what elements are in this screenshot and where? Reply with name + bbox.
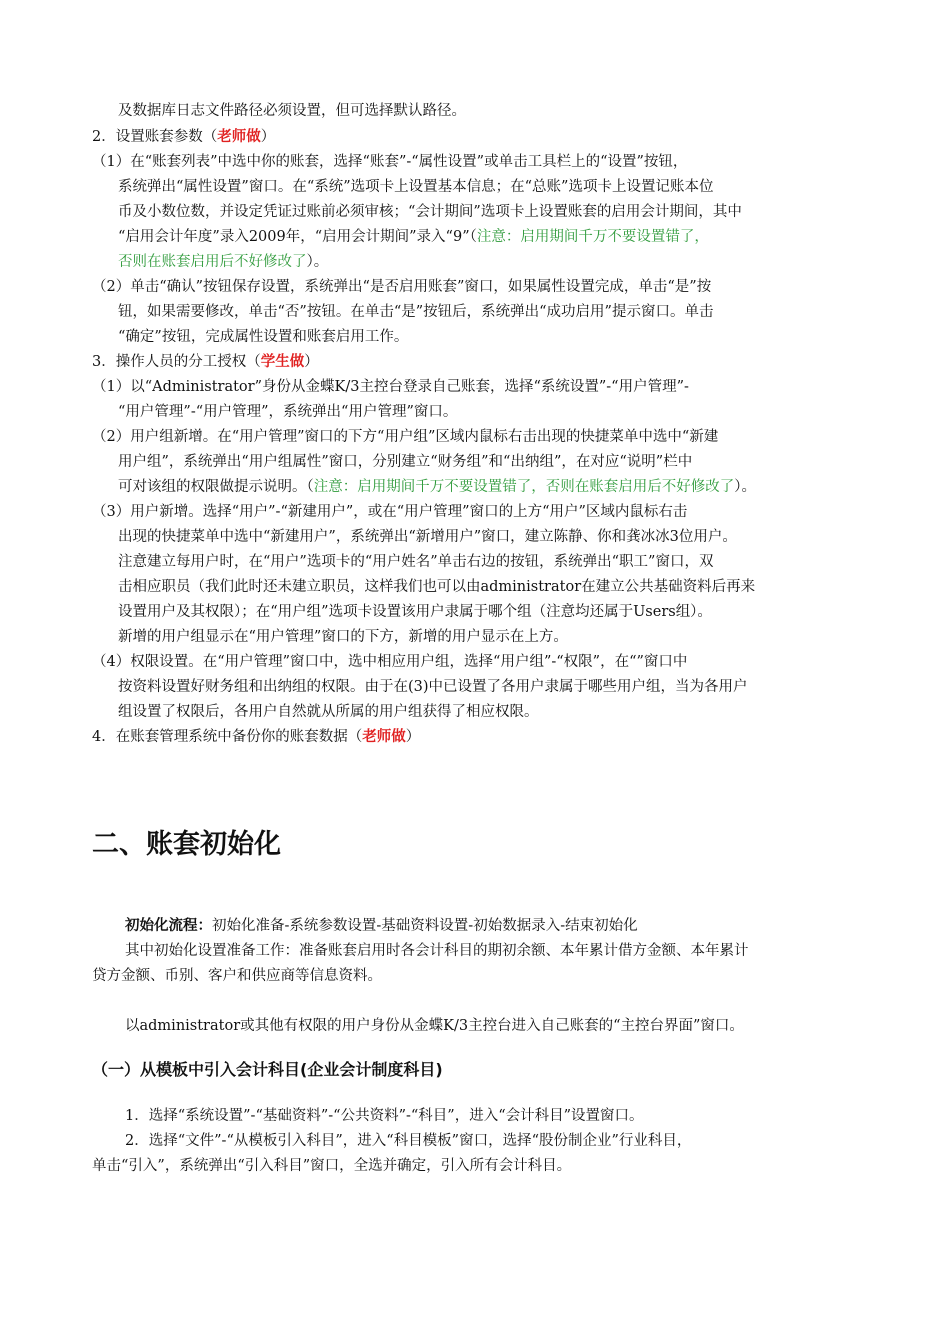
text-line: （2）用户组新增。在“用户管理”窗口的下方“用户组”区域内鼠标右击出现的快捷菜单中选中“新建 <box>92 429 719 445</box>
text-line: 击相应职员（我们此时还未建立职员，这样我们也可以由administrator在建立公共基础资料后再来 <box>118 579 756 595</box>
step-1: 1．选择“系统设置”-“基础资料”-“公共资料”-“科目”，进入“会计科目”设置窗口。 <box>125 1108 644 1124</box>
list-item-4 <box>92 727 420 747</box>
item-text: ） <box>260 129 276 145</box>
item-text: 2．设置账套参数（ <box>92 129 218 145</box>
text-line: 钮，如果需要修改，单击“否”按钮。在单击“是”按钮后，系统弹出“成功启用”提示窗口。单击 <box>118 304 714 320</box>
text-line: 注意建立每用户时，在“用户”选项卡的“用户姓名”单击右边的按钮，系统弹出“职工”窗口，双 <box>118 554 714 570</box>
flow-text: 初始化准备-系统参数设置-基础资料设置-初始数据录入-结束初始化 <box>212 918 638 934</box>
text-line: 其中初始化设置准备工作：准备账套启用时各会计科目的期初余额、本年累计借方金额、本年累计 <box>125 943 749 959</box>
section-heading: 二、账套初始化 <box>92 829 281 860</box>
text-line: 贷方金额、币别、客户和供应商等信息资料。 <box>92 968 382 984</box>
text-line: 单击“引入”，系统弹出“引入科目”窗口，全选并确定，引入所有会计科目。 <box>92 1158 572 1174</box>
text-line: 及数据库日志文件路径必须设置，但可选择默认路径。 <box>118 103 466 119</box>
item-text: 3．操作人员的分工授权（ <box>92 354 261 370</box>
text-line: 新增的用户组显示在“用户管理”窗口的下方，新增的用户显示在上方。 <box>118 629 568 645</box>
line-text: 可对该组的权限做提示说明。（ <box>118 479 314 495</box>
note-text: 注意：启用期间千万不要设置错了， <box>476 229 709 245</box>
note-text: 注意：启用期间千万不要设置错了，否则在账套启用后不好修改了 <box>313 479 735 495</box>
subsection-heading: （一）从模板中引入会计科目(企业会计制度科目) <box>92 1060 443 1079</box>
text-line: （4）权限设置。在“用户管理”窗口中，选中相应用户组，选择“用户组”-“权限”，在“”窗口中 <box>92 654 688 670</box>
line-text: ）。 <box>734 479 756 495</box>
text-line: （1）以“Administrator”身份从金蝶K/3主控台登录自己账套，选择“系统设置”-“用户管理”- <box>92 379 689 395</box>
item-text: ） <box>405 729 421 745</box>
init-flow-line <box>125 916 638 936</box>
text-line: 币及小数位数，并设定凭证过账前必须审核；“会计期间”选项卡上设置账套的启用会计期间，其中 <box>118 204 742 220</box>
line-text: ）。 <box>306 254 329 270</box>
text-line: 按资料设置好财务组和出纳组的权限。由于在(3)中已设置了各用户隶属于哪些用户组，当为各用户 <box>118 679 748 695</box>
text-line: “用户管理”-“用户管理”，系统弹出“用户管理”窗口。 <box>118 404 458 420</box>
text-line: 以administrator或其他有权限的用户身份从金蝶K/3主控台进入自己账套的“主控台界面”窗口。 <box>125 1018 744 1034</box>
text-line <box>118 227 709 247</box>
text-line: 系统弹出“属性设置”窗口。在“系统”选项卡上设置基本信息；在“总账”选项卡上设置记账本位 <box>118 179 714 195</box>
text-line <box>118 252 328 272</box>
text-line: 用户组”，系统弹出“用户组属性”窗口，分别建立“财务组”和“出纳组”，在对应“说明”栏中 <box>118 454 693 470</box>
item-text: ） <box>304 354 319 370</box>
list-item-2 <box>92 127 275 147</box>
text-line: 出现的快捷菜单中选中“新建用户”，系统弹出“新增用户”窗口，建立陈静、你和龚冰冰3位用户。 <box>118 529 737 545</box>
student-tag: 学生做 <box>260 353 305 370</box>
item-text: 4．在账套管理系统中备份你的账套数据（ <box>92 729 363 745</box>
teacher-tag: 老师做 <box>362 728 406 745</box>
text-line <box>118 477 756 497</box>
text-line: 组设置了权限后，各用户自然就从所属的用户组获得了相应权限。 <box>118 704 539 720</box>
text-line: （3）用户新增。选择“用户”-“新建用户”，或在“用户管理”窗口的上方“用户”区域内鼠标右击 <box>92 504 688 520</box>
text-line: 设置用户及其权限）；在“用户组”选项卡设置该用户隶属于哪个组（注意均还属于Users组）。 <box>118 604 712 620</box>
text-line: （1）在“账套列表”中选中你的账套，选择“账套”-“属性设置”或单击工具栏上的“设置”按钮， <box>92 154 688 170</box>
line-text: “启用会计年度”录入2009年，“启用会计期间”录入“9”（ <box>118 229 477 245</box>
note-text: 否则在账套启用后不好修改了 <box>118 254 307 270</box>
text-line: （2）单击“确认”按钮保存设置，系统弹出“是否启用账套”窗口，如果属性设置完成，单击“是”按 <box>92 279 712 295</box>
flow-label: 初始化流程： <box>125 917 212 934</box>
teacher-tag: 老师做 <box>217 128 261 145</box>
step-2: 2．选择“文件”-“从模板引入科目”，进入“科目模板”窗口，选择“股份制企业”行业科目， <box>125 1133 692 1149</box>
text-line: “确定”按钮，完成属性设置和账套启用工作。 <box>118 329 409 345</box>
list-item-3 <box>92 352 319 372</box>
